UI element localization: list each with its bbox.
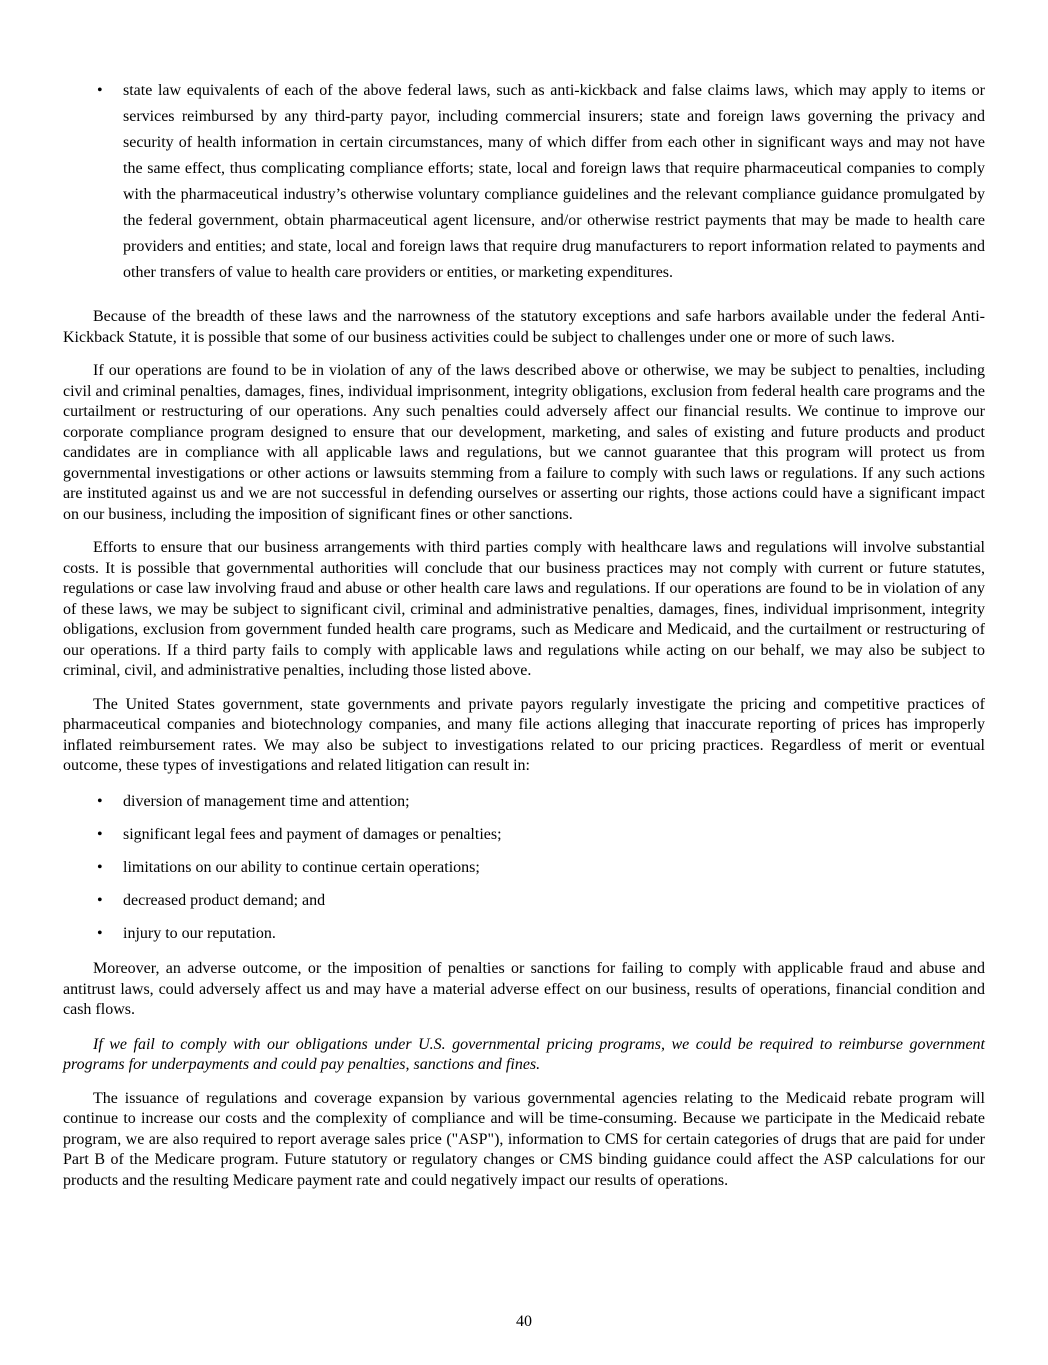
list-item [63,825,985,846]
risk-factor-heading: If we fail to comply with our obligations under U.S. governmental pricing programs, we could be required to reimburse government programs for underpayments and could pay penalties, sanctions and fines. [63,1035,985,1073]
paragraph-medicaid-rebate: The issuance of regulations and coverage expansion by various governmental agencies relating to the Medicaid rebate program will continue to increase our costs and the complexity of compliance and will be time-consuming. Because we participate in the Medicaid rebate program, we are also required to report average sales price ("ASP"), information to CMS for certain categories of drugs that are paid for under Part B of the Medicare program. Future statutory or regulatory changes or CMS binding guidance could affect the ASP calculations for our products and the resulting Medicare payment rate and could negatively impact our results of operations. [63,1089,985,1189]
paragraph-pricing-investigations: The United States government, state governments and private payors regularly investigate the pricing and competitive practices of pharmaceutical companies and biotechnology companies, and many file actions alleging that inaccurate reporting of prices has improperly inflated reimbursement rates. We may also be subject to investigations related to our pricing practices. Regardless of merit or eventual outcome, these types of investigations and related litigation can result in: [63,695,985,774]
list-item [63,924,985,945]
paragraph-adverse-outcome: Moreover, an adverse outcome, or the imposition of penalties or sanctions for failing to comply with applicable fraud and abuse and antitrust laws, could adversely affect us and may have a material adverse effect on our business, results of operations, financial condition and cash flows. [63,960,985,1018]
bullet-icon: • [97,825,103,843]
list-item [63,792,985,813]
intro-bullet-item [63,78,985,286]
list-item-text: decreased product demand; and [123,891,326,909]
paragraph-violation-penalties: If our operations are found to be in violation of any of the laws described above or otherwise, we may be subject to penalties, including civil and criminal penalties, damages, fines, individual imprisonment, integrity obligations, exclusion from federal health care programs and the curtailment or restructuring of our operations. Any such penalties could adversely affect our financial results. We continue to improve our corporate compliance program designed to ensure that our development, marketing, and sales of existing and future products and product candidates are in compliance with all applicable laws and regulations, but we cannot guarantee that this program will protect us from governmental investigations or other actions or lawsuits stemming from a failure to comply with such laws or regulations. If any such actions are instituted against us and we are not successful in defending ourselves or asserting our rights, those actions could have a significant impact on our business, including the imposition of significant fines or other sanctions. [63,362,985,523]
list-item-text: diversion of management time and attention; [123,792,410,810]
litigation-results-list [63,792,985,945]
paragraph-efforts-compliance: Efforts to ensure that our business arrangements with third parties comply with healthcare laws and regulations will involve substantial costs. It is possible that governmental authorities will conclude that our business practices may not comply with current or future statutes, regulations or case law involving fraud and abuse or other health care laws and regulations. If our operations are found to be in violation of any of these laws, we may be subject to significant civil, criminal and administrative penalties, damages, fines, individual imprisonment, integrity obligations, exclusion from government funded health care programs, such as Medicare and Medicaid, and the curtailment or restructuring of our operations. If a third party fails to comply with applicable laws and regulations while acting on our behalf, we may also be subject to criminal, civil, and administrative penalties, including those listed above. [63,539,985,679]
bullet-icon: • [97,891,103,909]
list-item-text: limitations on our ability to continue certain operations; [123,858,480,876]
bullet-icon: • [97,924,103,942]
list-item [63,891,985,912]
bullet-icon: • [97,858,103,876]
page-number: 40 [516,1313,532,1330]
bullet-icon: • [97,792,103,810]
bullet-icon: • [97,82,103,99]
list-item-text: injury to our reputation. [123,924,276,942]
intro-bullet-text: state law equivalents of each of the above federal laws, such as anti-kickback and false claims laws, which may apply to items or services reimbursed by any third-party payor, including commercial insurers; state and foreign laws governing the privacy and security of health information in certain circumstances, many of which differ from each other in significant ways and may not have the same effect, thus complicating compliance efforts; state, local and foreign laws that require pharmaceutical companies to comply with the pharmaceutical industry’s otherwise voluntary compliance guidelines and the relevant compliance guidance promulgated by the federal government, obtain pharmaceutical agent licensure, and/or otherwise restrict payments that may be made to health care providers and entities; and state, local and foreign laws that require drug manufacturers to report information related to payments and other transfers of value to health care providers or entities, or marketing expenditures. [123,82,985,281]
list-item-text: significant legal fees and payment of damages or penalties; [123,825,502,843]
paragraph-breadth-of-laws: Because of the breadth of these laws and the narrowness of the statutory exceptions and safe harbors available under the federal Anti-Kickback Statute, it is possible that some of our business activities could be subject to challenges under one or more of such laws. [63,308,985,346]
list-item [63,858,985,879]
